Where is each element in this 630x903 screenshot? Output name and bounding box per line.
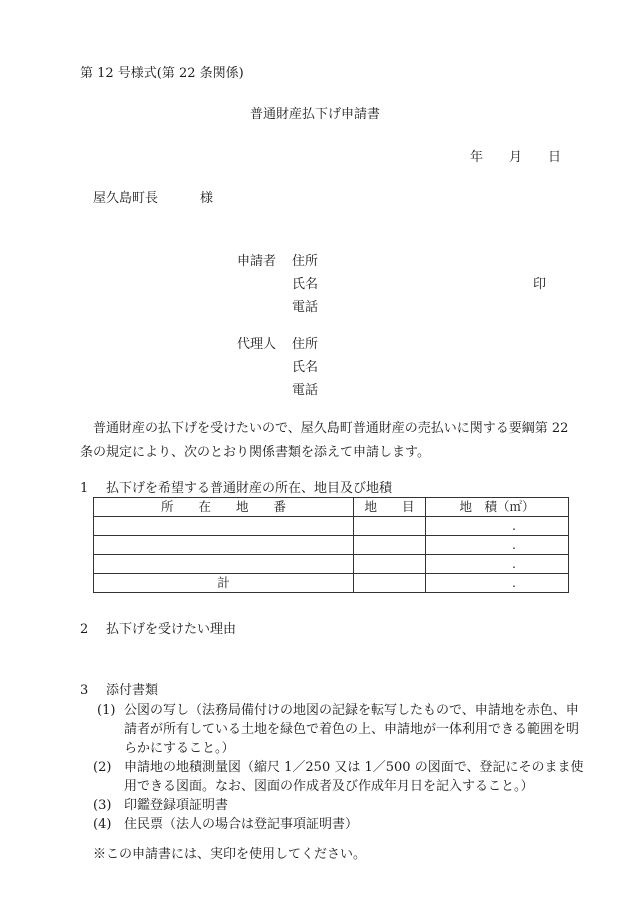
- date-year-label: 年: [470, 150, 484, 165]
- date-day-label: 日: [548, 150, 562, 165]
- document-title: 普通財産払下げ申請書: [249, 107, 380, 122]
- applicant-address-label: 住所: [292, 254, 319, 269]
- table-row: [94, 517, 569, 536]
- applicant-phone-label: 電話: [292, 300, 319, 315]
- category-cell[interactable]: [354, 536, 426, 555]
- table-row: [94, 555, 569, 574]
- location-cell[interactable]: [94, 536, 354, 555]
- section-3-title: 添付書類: [106, 683, 159, 698]
- intro-paragraph: 普通財産の払下げを受けたいので、屋久島町普通財産の売払いに関する要綱第 22 条の規定により、次のとおり関係書類を添えて申請します。: [80, 421, 569, 460]
- parcel-table: [93, 497, 569, 593]
- area-cell[interactable]: .: [426, 555, 569, 574]
- location-cell[interactable]: [94, 517, 354, 536]
- agent-label: 代理人: [237, 337, 277, 352]
- attachment-4-text: 住民票（法人の場合は登記事項証明書）: [124, 817, 359, 832]
- table-header-row: [94, 498, 569, 517]
- total-category-cell[interactable]: [354, 574, 426, 593]
- total-area-cell[interactable]: .: [426, 574, 569, 593]
- attachment-4-number: (4): [93, 817, 112, 832]
- category-cell[interactable]: [354, 555, 426, 574]
- attachment-3-text: 印鑑登録項証明書: [124, 798, 229, 813]
- header-area: 地 積（㎡）: [426, 498, 569, 517]
- section-2-title: 払下げを受けたい理由: [106, 622, 237, 637]
- section-3-number: 3: [80, 683, 89, 698]
- agent-phone-label: 電話: [292, 383, 319, 398]
- section-1-title: 払下げを希望する普通財産の所在、地目及び地積: [106, 481, 393, 496]
- location-cell[interactable]: [94, 555, 354, 574]
- total-label: 計: [94, 574, 354, 593]
- attachment-3-number: (3): [93, 798, 112, 813]
- applicant-name-label: 氏名: [292, 277, 319, 292]
- agent-address-label: 住所: [292, 337, 319, 352]
- form-number: 第 12 号様式(第 22 条関係): [80, 66, 244, 81]
- attachment-2-text: 申請地の地積測量図（縮尺 1／250 又は 1／500 の図面で、登記にそのまま使用できる図面。なお、図面の作成者及び作成年月日を記入すること。）: [124, 760, 584, 794]
- attachment-1-text: 公図の写し（法務局備付けの地図の記録を転写したもので、申請地を赤色、申請者が所有している土地を緑色で着色の上、申請地が一体利用できる範囲を明らかにすること。）: [124, 703, 580, 756]
- attachment-2-number: (2): [93, 760, 112, 775]
- area-cell[interactable]: .: [426, 517, 569, 536]
- applicant-label: 申請者: [237, 254, 277, 269]
- addressee-honorific: 様: [200, 191, 214, 206]
- seal-mark: 印: [533, 277, 547, 292]
- header-location: 所 在 地 番: [94, 498, 354, 517]
- addressee-name: 屋久島町長: [93, 191, 159, 206]
- agent-name-label: 氏名: [292, 360, 319, 375]
- table-row: [94, 536, 569, 555]
- attachment-1-number: (1): [97, 703, 116, 718]
- section-2-number: 2: [80, 622, 89, 637]
- category-cell[interactable]: [354, 517, 426, 536]
- area-cell[interactable]: .: [426, 536, 569, 555]
- seal-usage-note: ※この申請書には、実印を使用してください。: [93, 847, 367, 862]
- section-1-number: 1: [80, 481, 89, 496]
- header-category: 地 目: [354, 498, 426, 517]
- date-month-label: 月: [509, 150, 523, 165]
- table-total-row: [94, 574, 569, 593]
